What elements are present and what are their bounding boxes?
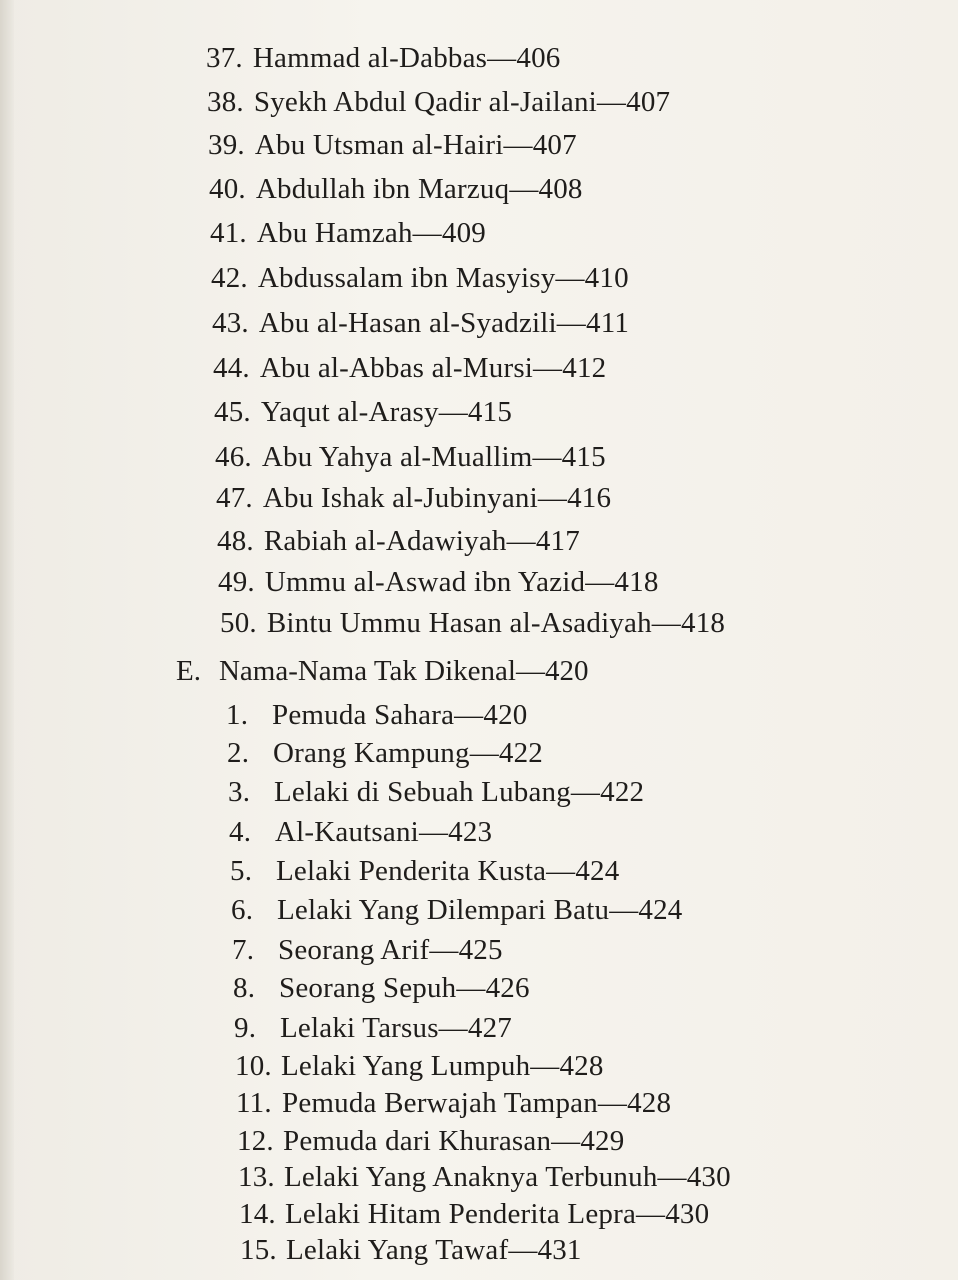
item-number: 6. bbox=[231, 894, 254, 926]
list-item bbox=[236, 1085, 671, 1121]
list-item bbox=[207, 84, 670, 120]
item-text: Lelaki Yang Tawaf—431 bbox=[286, 1234, 582, 1266]
list-item bbox=[230, 853, 619, 889]
item-text: Lelaki Yang Lumpuh—428 bbox=[281, 1050, 604, 1082]
list-item bbox=[237, 1123, 624, 1159]
item-text: Seorang Arif—425 bbox=[278, 934, 503, 966]
list-item bbox=[206, 40, 560, 76]
item-text: Abu al-Hasan al-Syadzili—411 bbox=[258, 307, 630, 339]
list-item bbox=[210, 215, 486, 251]
item-number: 40. bbox=[209, 173, 246, 205]
list-item bbox=[232, 932, 503, 968]
item-text: Abu Ishak al-Jubinyani—416 bbox=[262, 482, 612, 514]
list-item bbox=[215, 439, 606, 475]
item-number: 44. bbox=[213, 352, 250, 384]
list-item bbox=[216, 480, 611, 516]
list-item bbox=[212, 305, 629, 341]
list-item bbox=[234, 1010, 512, 1046]
item-text: Seorang Sepuh—426 bbox=[279, 972, 530, 1004]
list-item bbox=[213, 350, 606, 386]
item-text: Abu Hamzah—409 bbox=[256, 217, 486, 249]
list-item bbox=[239, 1196, 709, 1232]
item-text: Lelaki Penderita Kusta—424 bbox=[276, 855, 620, 887]
list-item bbox=[231, 892, 683, 928]
item-text: Lelaki Hitam Penderita Lepra—430 bbox=[285, 1198, 710, 1230]
list-item bbox=[217, 523, 580, 559]
item-text: Ummu al-Aswad ibn Yazid—418 bbox=[264, 566, 659, 598]
item-number: 37. bbox=[206, 42, 243, 74]
item-number: 39. bbox=[208, 129, 245, 161]
item-text: Bintu Ummu Hasan al-Asadiyah—418 bbox=[266, 607, 726, 639]
item-number: 49. bbox=[218, 566, 255, 598]
item-number: 4. bbox=[229, 816, 252, 848]
item-text: Abdullah ibn Marzuq—408 bbox=[255, 173, 583, 205]
item-text: Pemuda Sahara—420 bbox=[272, 699, 528, 731]
list-item bbox=[238, 1159, 731, 1195]
list-item bbox=[211, 260, 629, 296]
item-text: Yaqut al-Arasy—415 bbox=[260, 396, 513, 428]
item-number: 11. bbox=[236, 1087, 272, 1119]
section-title: Nama-Nama Tak Dikenal—420 bbox=[218, 655, 589, 687]
item-number: 47. bbox=[216, 482, 253, 514]
item-number: 15. bbox=[240, 1234, 277, 1266]
list-item bbox=[235, 1048, 604, 1084]
list-item bbox=[214, 394, 512, 430]
item-text: Lelaki Yang Anaknya Terbunuh—430 bbox=[284, 1161, 731, 1193]
page-gutter bbox=[0, 0, 14, 1280]
item-number: 12. bbox=[237, 1125, 274, 1157]
item-number: 46. bbox=[215, 441, 252, 473]
list-item bbox=[233, 970, 530, 1006]
item-number: 1. bbox=[226, 699, 249, 731]
item-number: 8. bbox=[233, 972, 256, 1004]
list-item bbox=[209, 171, 583, 207]
item-text: Rabiah al-Adawiyah—417 bbox=[263, 525, 580, 557]
item-number: 13. bbox=[238, 1161, 275, 1193]
item-number: 41. bbox=[210, 217, 247, 249]
item-text: Hammad al-Dabbas—406 bbox=[252, 42, 561, 74]
item-number: 7. bbox=[232, 934, 255, 966]
item-number: 38. bbox=[207, 86, 244, 118]
item-text: Abu al-Abbas al-Mursi—412 bbox=[259, 352, 607, 384]
item-number: 50. bbox=[220, 607, 257, 639]
item-text: Abu Yahya al-Muallim—415 bbox=[261, 441, 606, 473]
list-item bbox=[228, 774, 644, 810]
list-item bbox=[240, 1232, 582, 1268]
list-item bbox=[227, 735, 543, 771]
list-item bbox=[208, 127, 577, 163]
item-text: Al-Kautsani—423 bbox=[275, 816, 493, 848]
item-number: 2. bbox=[227, 737, 250, 769]
item-text: Lelaki di Sebuah Lubang—422 bbox=[274, 776, 645, 808]
list-item bbox=[220, 605, 725, 641]
item-text: Syekh Abdul Qadir al-Jailani—407 bbox=[253, 86, 671, 118]
item-text: Orang Kampung—422 bbox=[273, 737, 543, 769]
list-item bbox=[229, 814, 492, 850]
section-heading-e bbox=[176, 653, 588, 689]
item-number: 48. bbox=[217, 525, 254, 557]
section-letter: E. bbox=[176, 655, 201, 687]
item-number: 42. bbox=[211, 262, 248, 294]
item-text: Pemuda Berwajah Tampan—428 bbox=[282, 1087, 672, 1119]
list-item bbox=[226, 697, 527, 733]
item-text: Abu Utsman al-Hairi—407 bbox=[254, 129, 577, 161]
item-number: 9. bbox=[234, 1012, 257, 1044]
item-text: Lelaki Yang Dilempari Batu—424 bbox=[277, 894, 683, 926]
item-text: Pemuda dari Khurasan—429 bbox=[283, 1125, 625, 1157]
item-number: 43. bbox=[212, 307, 249, 339]
item-number: 3. bbox=[228, 776, 251, 808]
list-item bbox=[218, 564, 659, 600]
item-text: Lelaki Tarsus—427 bbox=[280, 1012, 512, 1044]
item-number: 10. bbox=[235, 1050, 272, 1082]
item-number: 14. bbox=[239, 1198, 276, 1230]
item-number: 5. bbox=[230, 855, 253, 887]
item-number: 45. bbox=[214, 396, 251, 428]
item-text: Abdussalam ibn Masyisy—410 bbox=[257, 262, 629, 294]
